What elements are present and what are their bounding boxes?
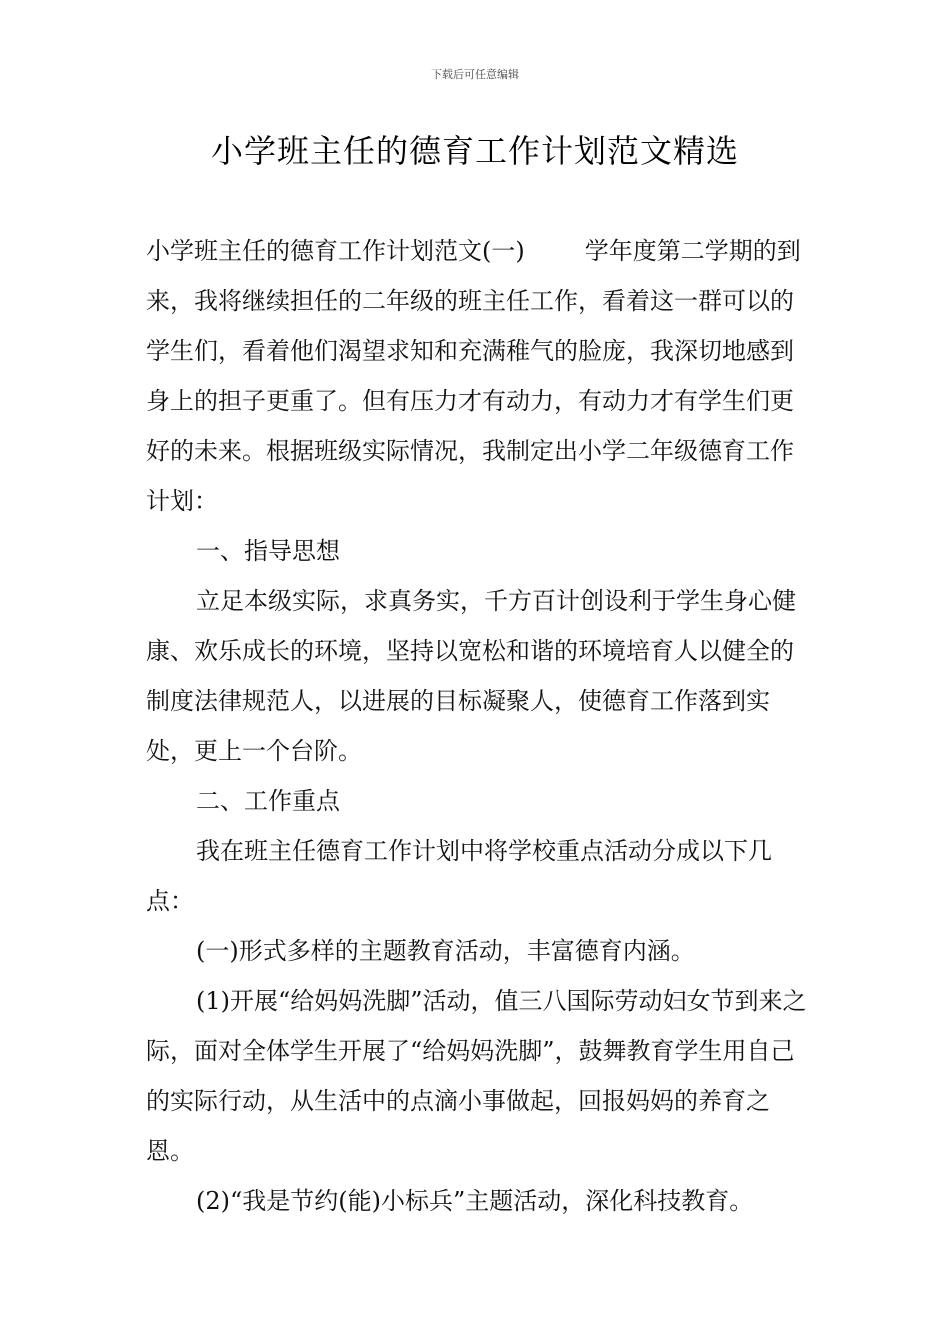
header-note: 下载后可任意编辑 — [431, 68, 519, 81]
paragraph-activity-2: (2)“我是节约(能)小标兵”主题活动，深化科技教育。 — [196, 1187, 754, 1215]
intro-paragraph — [146, 226, 816, 526]
paragraph-work-focus: 我在班主任德育工作计划中将学校重点活动分成以下几点： — [146, 837, 772, 915]
paragraph-activity-1: (1)开展“给妈妈洗脚”活动，值三八国际劳动妇女节到来之际，面对全体学生开展了“给妈妈洗脚”，鼓舞教育学生用自己的实际行动，从生活中的点滴小事做起，回报妈妈的养育之恩。 — [146, 987, 807, 1165]
intro-title-ref: 小学班主任的德育工作计划范文(一) — [146, 237, 525, 265]
paragraph-theme-activities: (一)形式多样的主题教育活动，丰富德育内涵。 — [196, 937, 695, 965]
intro-text: 学年度第二学期的到来，我将继续担任的二年级的班主任工作，看着这一群可以的学生们，看着他们渴望求知和充满稚气的脸庞，我深切地感到身上的担子更重了。但有压力才有动力，有动力才有学生们更好的未来。根据班级实际情况，我制定出小学二年级德育工作计划： — [146, 237, 801, 515]
section-heading-guiding-ideas: 一、指导思想 — [196, 537, 340, 565]
document-title: 小学班主任的德育工作计划范文精选 — [210, 132, 739, 170]
paragraph-guiding-ideas: 立足本级实际，求真务实，千方百计创设利于学生身心健康、欢乐成长的环境，坚持以宽松和谐的环境培育人以健全的制度法律规范人，以进展的目标凝聚人，使德育工作落到实处，更上一个台阶。 — [146, 587, 796, 765]
section-heading-work-focus: 二、工作重点 — [196, 787, 340, 815]
document-body — [146, 226, 816, 1226]
